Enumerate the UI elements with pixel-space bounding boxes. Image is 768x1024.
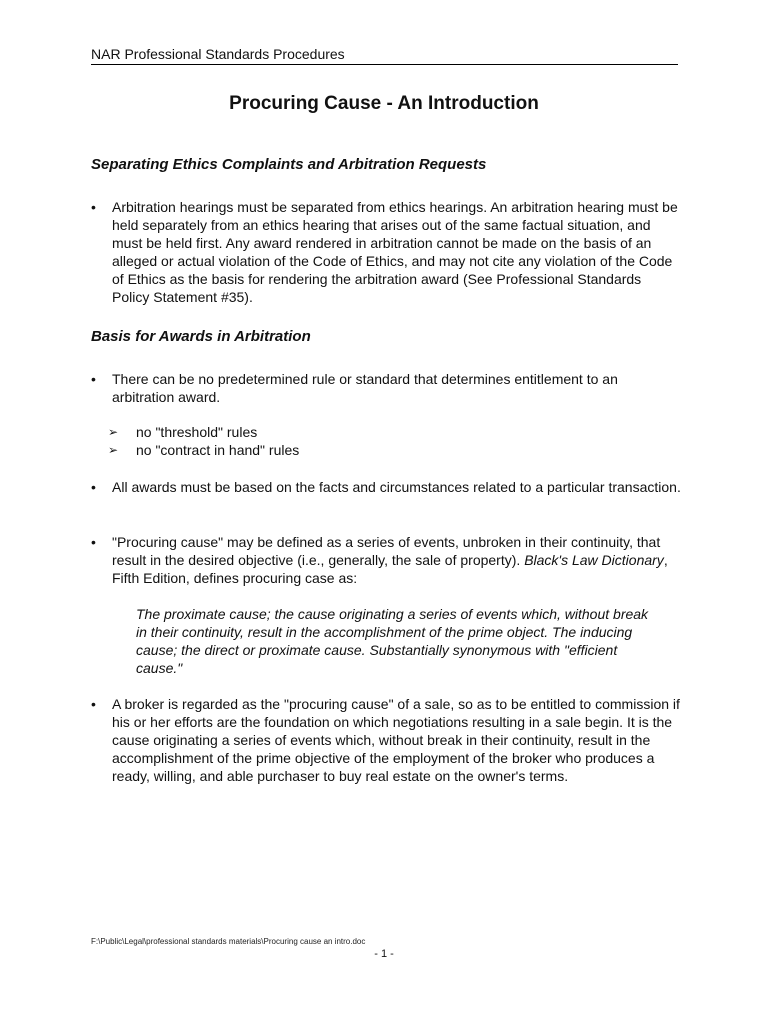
footer-file-path: F:\Public\Legal\professional standards materials\Procuring cause an intro.doc <box>91 937 366 946</box>
page-number: - 1 - <box>374 948 394 960</box>
bullet-icon: • <box>91 199 96 215</box>
procuring-cause-definition: "Procuring cause" may be defined as a series of events, unbroken in their continuity, that result in the desired objective (i.e., generally, the sale of property). <box>112 534 661 568</box>
list-item-text: Arbitration hearings must be separated from ethics hearings. An arbitration hearing must be held separately from an ethics hearing that arises out of the same factual situation, and must be held first. Any award rendered in arbitration cannot be made on the basis of an alleged or actual violation of the Code of Ethics, and may not cite any violation of the Code of Ethics as the basis for rendering the arbitration award (See Professional Standards Policy Statement #35). <box>112 199 678 305</box>
blacks-law-dictionary-citation: Black's Law Dictionary <box>524 552 664 568</box>
bullet-icon: • <box>91 696 96 712</box>
definition-continuation: , Fifth Edition, defines procuring case as: <box>112 552 668 586</box>
block-quote: The proximate cause; the cause originating a series of events which, without break in their continuity, result in the accomplishment of the prime object. The inducing cause; the direct or proximate cause. Substantially synonymous with "efficient cause." <box>136 606 649 676</box>
sub-list-item-text: no "contract in hand" rules <box>136 442 300 458</box>
list-item-text <box>112 533 681 587</box>
sub-list-item-text: no "threshold" rules <box>136 424 258 440</box>
document-title: Procuring Cause - An Introduction <box>229 93 539 114</box>
running-header: NAR Professional Standards Procedures <box>91 46 678 65</box>
list-item-text: A broker is regarded as the "procuring cause" of a sale, so as to be entitled to commission if his or her efforts are the foundation on which negotiations resulting in a sale begin. It is the cause originating a series of events which, without break in their continuity, result in the accomplishment of the prime objective of the employment of the broker who produces a ready, willing, and able purchaser to buy real estate on the owner's terms. <box>112 696 680 784</box>
arrow-bullet-icon: ➢ <box>108 443 119 457</box>
section-heading-basis-for-awards: Basis for Awards in Arbitration <box>91 328 311 345</box>
bullet-icon: • <box>91 479 96 495</box>
bullet-icon: • <box>91 534 96 550</box>
arrow-bullet-icon: ➢ <box>108 425 119 439</box>
bullet-icon: • <box>91 371 96 387</box>
section-heading-separating-ethics: Separating Ethics Complaints and Arbitration Requests <box>91 156 487 173</box>
list-item-text: There can be no predetermined rule or standard that determines entitlement to an arbitration award. <box>112 371 618 405</box>
list-item-text: All awards must be based on the facts and circumstances related to a particular transaction. <box>112 479 681 495</box>
